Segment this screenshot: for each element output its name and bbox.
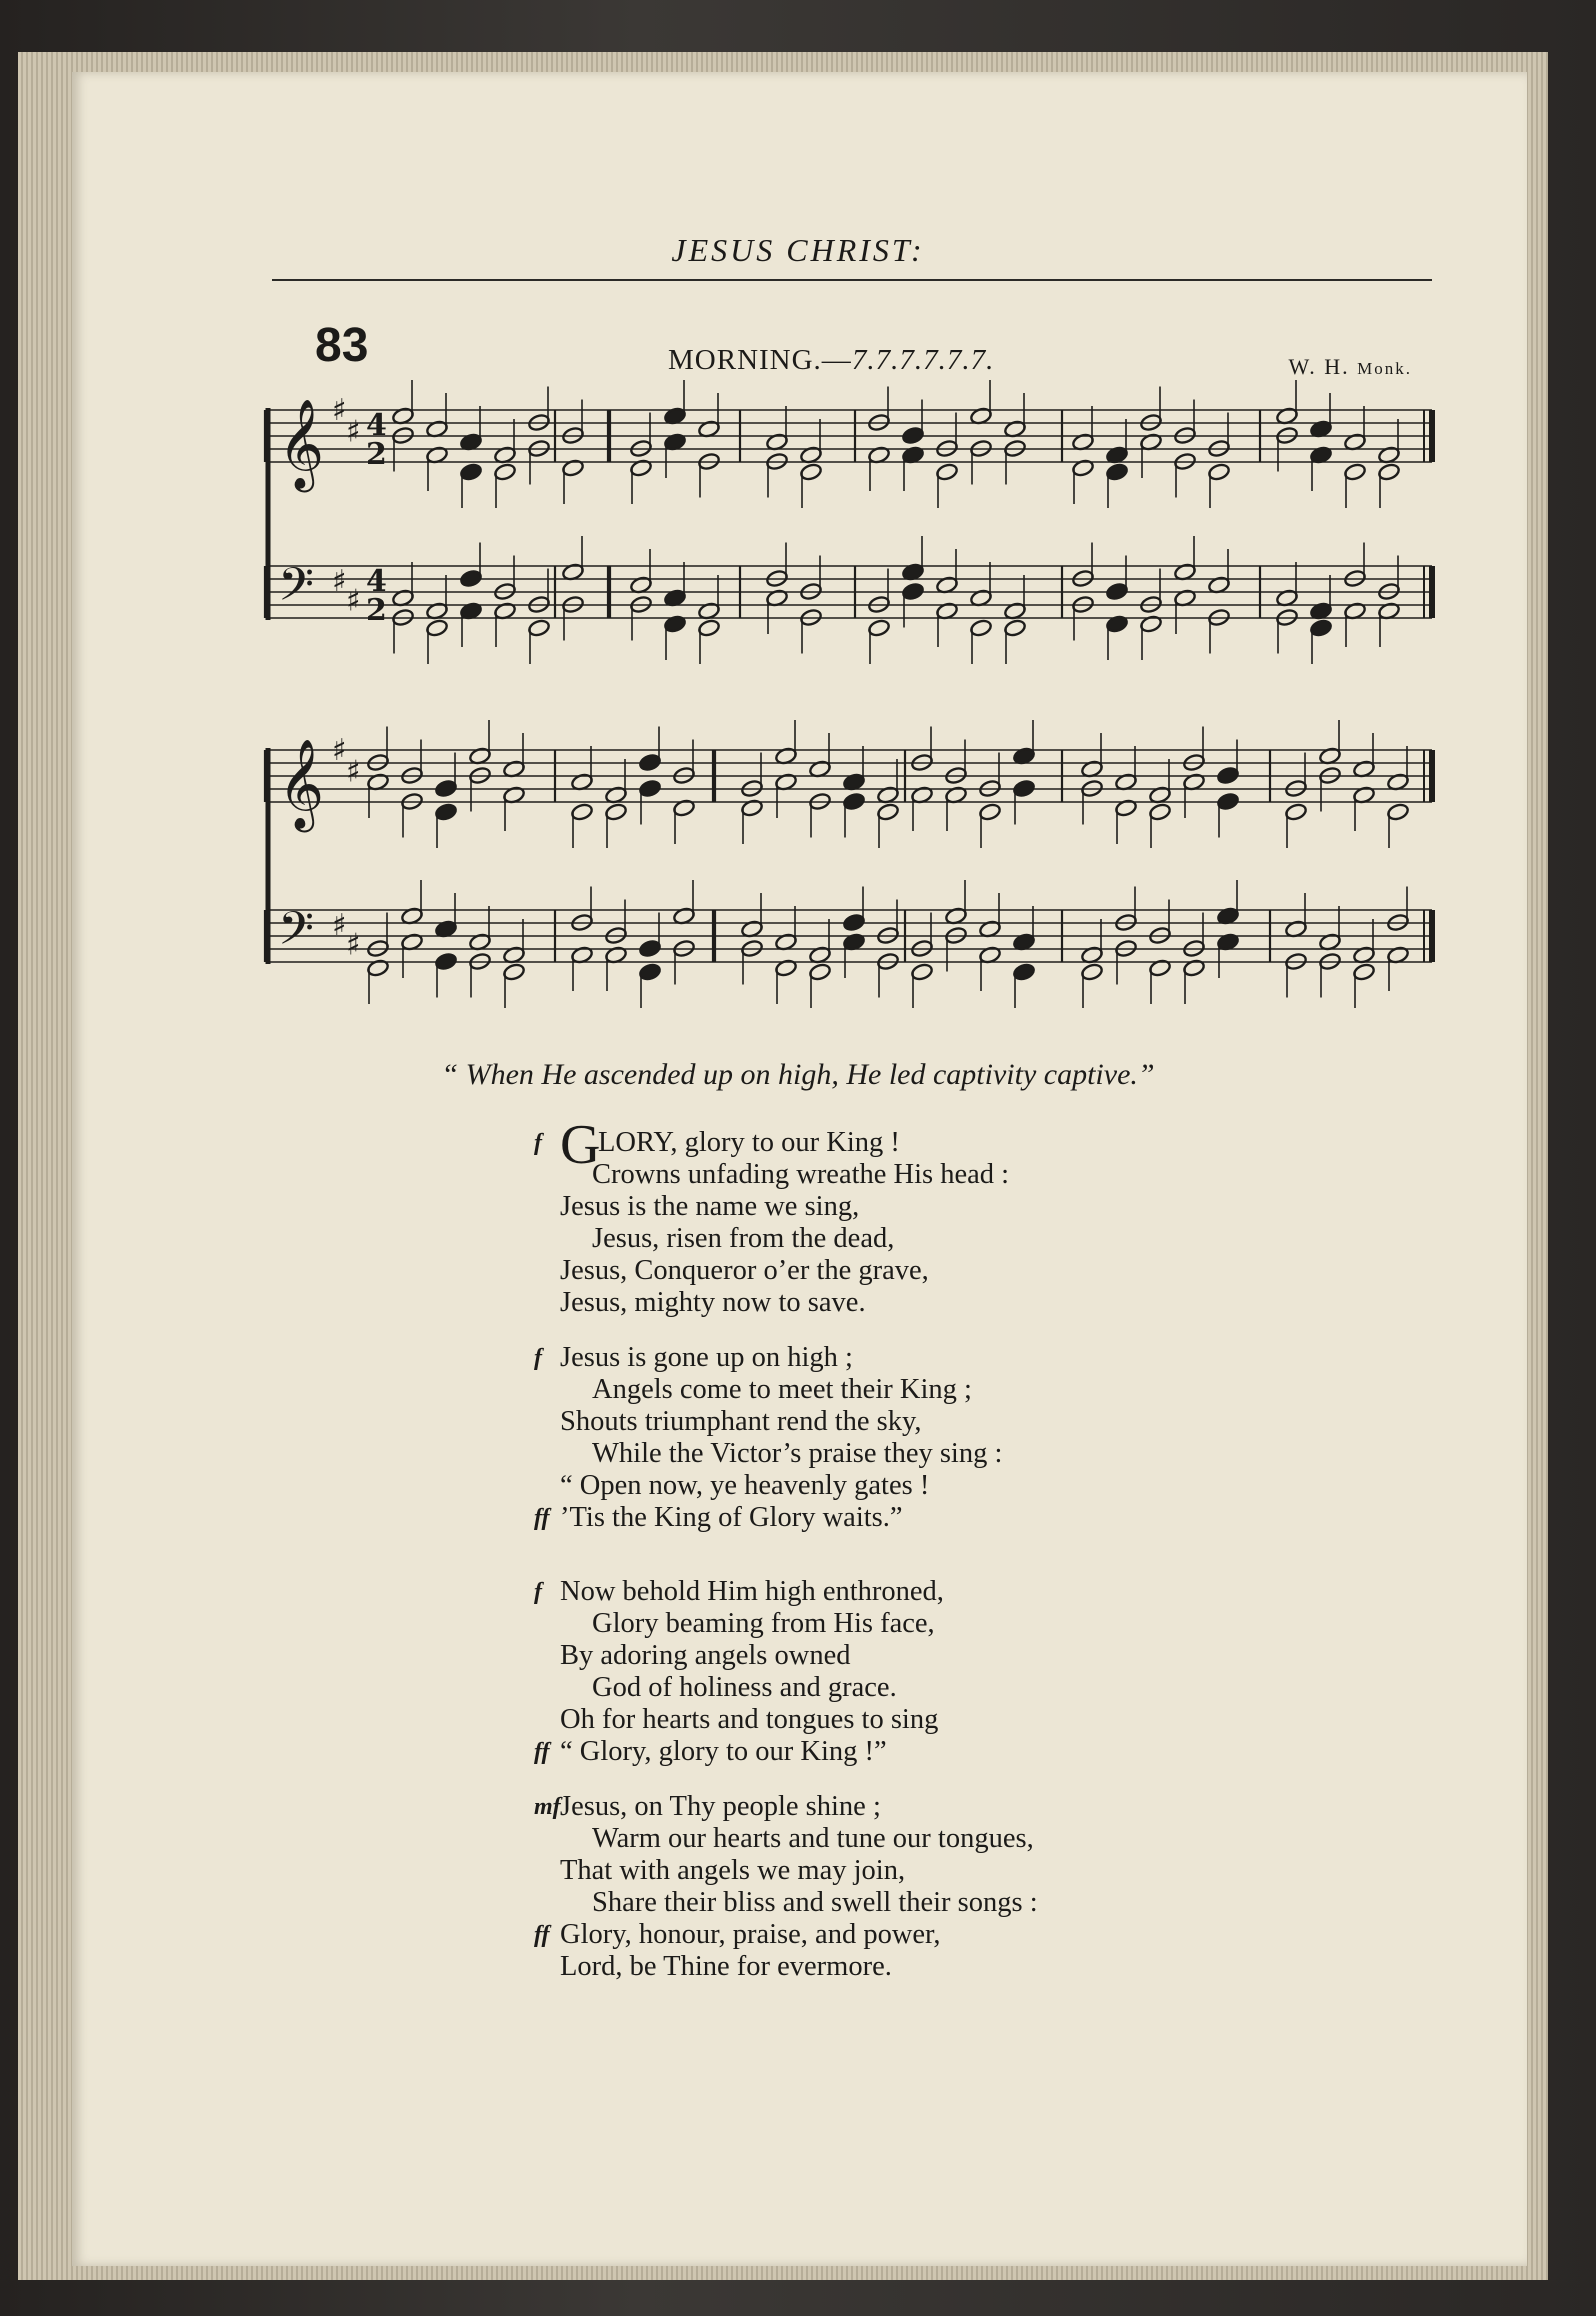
verse-text: Oh for hearts and tongues to sing	[560, 1704, 939, 1735]
bass-clef: 𝄢	[278, 902, 315, 967]
verse-text: Share their bliss and swell their songs :	[592, 1887, 1038, 1918]
note-head	[638, 939, 661, 958]
note-head	[638, 779, 661, 798]
dynamic-marking: f	[534, 1579, 542, 1605]
verse-line	[560, 1640, 944, 1672]
note-head	[638, 962, 661, 981]
verse-line	[560, 1406, 1002, 1438]
sharp-sign: ♯	[346, 927, 361, 963]
verse-line	[534, 1736, 944, 1768]
verse-text: Jesus is gone up on high ;	[560, 1342, 853, 1373]
hymn-number: 83	[315, 319, 369, 372]
note-head	[434, 802, 457, 821]
verse-text: LORY, glory to our King !	[598, 1127, 900, 1158]
epigraph: “ When He ascended up on high, He led captivity captive.”	[441, 1058, 1155, 1091]
verse-text: Glory beaming from His face,	[592, 1608, 935, 1639]
note-head	[1343, 462, 1366, 481]
note-head	[1216, 792, 1239, 811]
verse-line	[560, 1672, 944, 1704]
note-head	[842, 913, 865, 932]
verse-text: Shouts triumphant rend the sky,	[560, 1406, 922, 1437]
note-head	[459, 462, 482, 481]
verse-text: Jesus, risen from the dead,	[592, 1223, 895, 1254]
verse-text: Jesus is the name we sing,	[560, 1191, 860, 1222]
sharp-sign: ♯	[332, 733, 347, 768]
verse-line	[560, 1823, 1038, 1855]
verse-text: Jesus, mighty now to save.	[560, 1287, 866, 1318]
note-head	[1105, 582, 1128, 601]
stanza-3	[534, 1576, 944, 1768]
dynamic-marking: ff	[534, 1739, 550, 1765]
tune-meter: 7.7.7.7.7.7.	[851, 344, 995, 376]
note-head	[935, 462, 958, 481]
verse-line	[560, 1438, 1002, 1470]
time-signature-bottom: 2	[366, 593, 387, 628]
note-head	[901, 426, 924, 445]
note-head	[876, 802, 899, 821]
verse-text: Jesus, on Thy people shine ;	[560, 1791, 881, 1822]
verse-line	[560, 1608, 944, 1640]
note-head	[493, 462, 516, 481]
treble-clef: 𝄞	[278, 399, 325, 489]
time-signature-top: 4	[366, 564, 387, 599]
stanza-2	[534, 1342, 1003, 1534]
note-head	[1216, 766, 1239, 785]
note-head	[1386, 802, 1409, 821]
note-head	[867, 618, 890, 637]
verse-text: That with angels we may join,	[560, 1855, 906, 1886]
note-head	[434, 779, 457, 798]
note-head	[1377, 462, 1400, 481]
dynamic-marking: f	[534, 1345, 542, 1371]
verse-line	[560, 1223, 1009, 1255]
verse-text: God of holiness and grace.	[592, 1672, 897, 1703]
note-head	[638, 753, 661, 772]
dynamic-marking: ff	[534, 1922, 550, 1948]
bass-clef: 𝄢	[278, 558, 315, 623]
stanza-1	[534, 1114, 1010, 1319]
sharp-sign: ♯	[332, 564, 347, 599]
note-head	[910, 962, 933, 981]
drop-cap: G	[560, 1114, 601, 1176]
note-head	[1105, 462, 1128, 481]
verse-line	[560, 1374, 1002, 1406]
verse-line	[560, 1159, 1009, 1191]
verse-text: “ Open now, ye heavenly gates !	[560, 1470, 930, 1501]
verse-line	[560, 1191, 1009, 1223]
verse-text: “ Glory, glory to our King !”	[560, 1736, 887, 1767]
time-signature-top: 4	[366, 408, 387, 443]
verse-text: While the Victor’s praise they sing :	[592, 1438, 1003, 1469]
verse-line	[534, 1919, 1038, 1951]
verse-text: Now behold Him high enthroned,	[560, 1576, 944, 1607]
dynamic-marking: mf	[534, 1794, 561, 1820]
note-head	[434, 952, 457, 971]
note-head	[842, 792, 865, 811]
note-head	[1284, 802, 1307, 821]
music-score	[0, 0, 1596, 1040]
note-head	[799, 462, 822, 481]
running-head: JESUS CHRIST:	[671, 232, 925, 268]
verse-text: Warm our hearts and tune our tongues,	[592, 1823, 1034, 1854]
sharp-sign: ♯	[346, 583, 361, 619]
note-head	[1003, 618, 1026, 637]
verse-line	[560, 1470, 1002, 1502]
verse-line	[560, 1704, 944, 1736]
verse-line	[534, 1342, 1002, 1374]
verse-line	[560, 1255, 1009, 1287]
note-head	[1207, 462, 1230, 481]
note-head	[1148, 802, 1171, 821]
note-head	[978, 802, 1001, 821]
verse-text: By adoring angels owned	[560, 1640, 851, 1671]
note-head	[969, 618, 992, 637]
note-head	[808, 962, 831, 981]
verse-line	[560, 1855, 1038, 1887]
sharp-sign: ♯	[346, 754, 361, 790]
composer-initials: W. H.	[1288, 354, 1350, 379]
verse-line	[560, 1951, 1038, 1983]
treble-clef: 𝄞	[278, 739, 325, 829]
verse-line	[534, 1502, 1002, 1534]
note-head	[570, 802, 593, 821]
note-head	[697, 618, 720, 637]
note-head	[425, 618, 448, 637]
note-head	[527, 618, 550, 637]
note-head	[1080, 962, 1103, 981]
verse-text: Glory, honour, praise, and power,	[560, 1919, 941, 1950]
verse-text: ’Tis the King of Glory waits.”	[560, 1502, 903, 1533]
verse-line	[560, 1887, 1038, 1919]
tune-name: MORNING.—	[668, 344, 852, 376]
verse-line	[560, 1287, 1009, 1319]
verse-text: Jesus, Conqueror o’er the grave,	[560, 1255, 929, 1286]
note-head	[1309, 618, 1332, 637]
dynamic-marking: f	[534, 1130, 542, 1156]
stanza-4	[534, 1791, 1038, 1983]
note-head	[1352, 962, 1375, 981]
note-head	[1012, 962, 1035, 981]
verse-line	[534, 1791, 1038, 1823]
verse-text: Crowns unfading wreathe His head :	[592, 1159, 1010, 1190]
note-head	[604, 802, 627, 821]
verse-line	[534, 1576, 944, 1608]
note-head	[502, 962, 525, 981]
sharp-sign: ♯	[346, 414, 361, 450]
note-head	[459, 569, 482, 588]
note-head	[1012, 779, 1035, 798]
dynamic-marking: ff	[534, 1505, 550, 1531]
sharp-sign: ♯	[332, 393, 347, 428]
verse-text: Lord, be Thine for evermore.	[560, 1951, 892, 1982]
verse-text: Angels come to meet their King ;	[592, 1374, 972, 1405]
composer-surname: Monk.	[1357, 359, 1412, 378]
note-head	[901, 582, 924, 601]
sharp-sign: ♯	[332, 908, 347, 943]
time-signature-bottom: 2	[366, 437, 387, 472]
